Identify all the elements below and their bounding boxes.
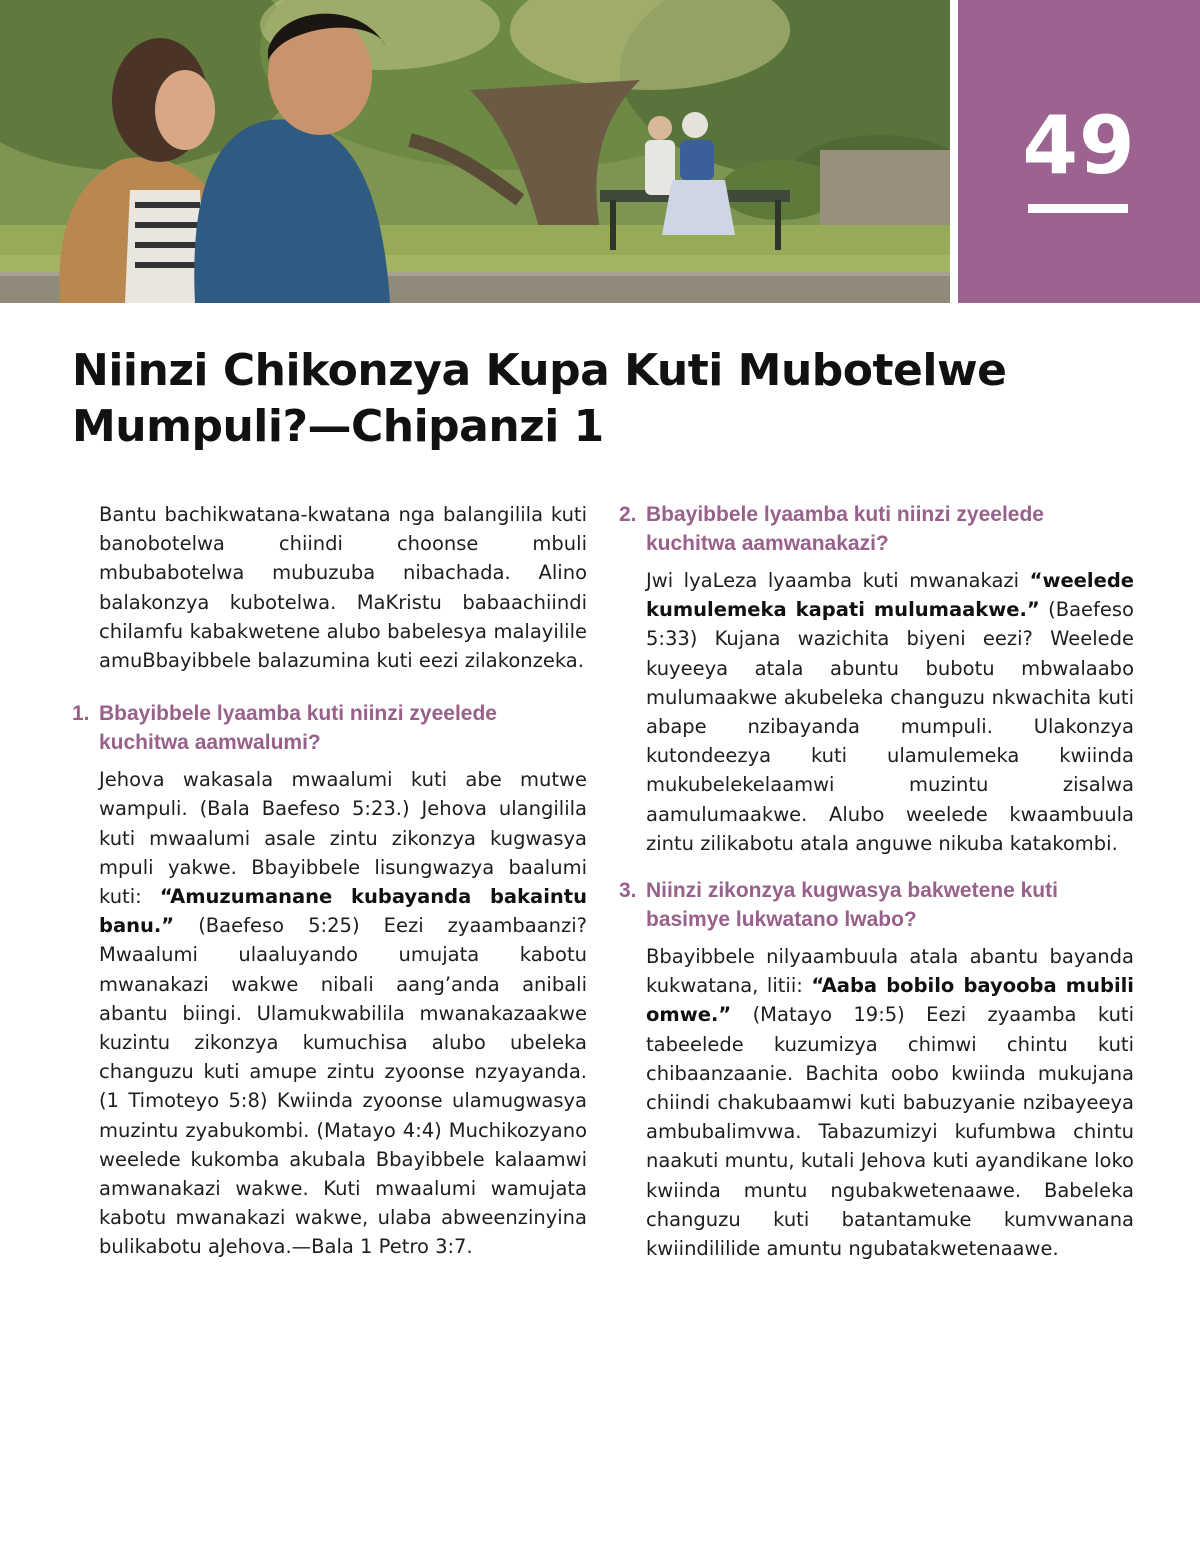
section-3-body-end: (Matayo 19:5) Eezi zyaamba kuti tabeelede kuzumizya chimwi chintu kuti chibaanzaanie. Bachita oobo kwiinda mukujana chiindi chakubaamwi kuti babuzyanie nzibayeeya ambubalimvwa. Tabazumizyi kufumbwa chintu naakuti muntu, kutali Jehova kuti ayandikane loko kwiinda muntu ngubakwetenaawe. Babeleka changuzu kuti batantamuke kumvwanana kwiindililide amuntu ngubatakwetenaawe. xyxy=(646,1003,1134,1261)
section-1-number: 1. xyxy=(72,702,90,726)
chapter-number: 49 xyxy=(1022,99,1136,192)
section-2 xyxy=(619,500,1134,858)
chapter-underline xyxy=(1028,204,1128,213)
section-3-number: 3. xyxy=(619,879,637,903)
section-2-question-text: Bbayibbele lyaamba kuti niinzi zyeelede kuchitwa aamwanakazi? xyxy=(646,503,1044,555)
section-2-body-start: Jwi lyaLeza lyaamba kuti mwanakazi xyxy=(646,569,1030,592)
section-2-body xyxy=(619,566,1134,858)
section-2-scripture-quote: “weelede kumulemeka kapati mulumaakwe.” xyxy=(646,569,1134,622)
section-1-question xyxy=(72,699,587,757)
park-scene-illustration xyxy=(0,0,950,303)
left-column xyxy=(72,500,587,1280)
section-2-number: 2. xyxy=(619,503,637,526)
section-1-body-start: Jehova wakasala mwaalumi kuti abe mutwe wampuli. (Bala Baefeso 5:23.) Jehova ulangilila kuti mwaalumi asale zintu zikonzya kugwasya mpuli yakwe. Bbayibbele lisungwazya baalumi kuti: xyxy=(99,768,587,909)
section-1-body-end: (Baefeso 5:25) Eezi zyaambaanzi? Mwaalumi ulaaluyando umujata kabotu mwanakazi wakwe nibali aang’anda anibali abantu biingi. Ulamukwabilila mwanakazaakwe kuzintu zikonzya kumuchisa alubo ubeleka changuzu kuti amupe zintu zyoonse nzyayanda. (1 Timoteyo 5:8) Kwiinda zyoonse ulamugwasya muzintu zyabukombi. (Matayo 4:4) Muchikozyano weelede kukomba akubala Bbayibbele kalaamwi amwanakazi wakwe. Kuti mwaalumi wamujata kabotu mwanakazi wakwe, ulaba abweenzinyina bulikabotu aJehova.—Bala 1 Petro 3:7. xyxy=(99,914,587,1259)
right-column xyxy=(619,500,1134,1281)
section-3-body-start: Bbayibbele nilyaambuula atala abantu bayanda kukwatana, litii: xyxy=(646,945,1134,998)
intro-paragraph: Bantu bachikwatana-kwatana nga balangilila kuti banobotelwa chiindi choonse mbuli mbubabotelwa mubuzuba nibachada. Alino balakonzya kubotelwa. MaKristu babaachiindi chilamfu kabakwetene alubo babelesya malayilile amuBbayibbele balazumina kuti eezi zilakonzeka. xyxy=(99,503,587,673)
section-3-question xyxy=(619,876,1134,934)
section-2-question xyxy=(619,500,1134,558)
section-1-question-text: Bbayibbele lyaamba kuti niinzi zyeelede kuchitwa aamwalumi? xyxy=(99,702,497,755)
page-title: Niinzi Chikonzya Kupa Kuti Mubotelwe Mumpuli?—Chipanzi 1 xyxy=(72,345,1007,452)
chapter-badge xyxy=(958,0,1200,303)
section-1-scripture-quote: “Amuzumanane kubayanda bakaintu banu.” xyxy=(99,885,587,938)
section-3-body xyxy=(619,942,1134,1263)
section-1-body xyxy=(72,765,587,1261)
section-3 xyxy=(619,876,1134,1263)
hero-photo xyxy=(0,0,950,303)
section-1 xyxy=(72,699,587,1261)
section-3-question-text: Niinzi zikonzya kugwasya bakwetene kuti basimye lukwatano lwabo? xyxy=(646,879,1058,932)
section-2-body-end: (Baefeso 5:33) Kujana wazichita biyeni eezi? Weelede kuyeeya atala abuntu bubotu mbwalaabo mulumaakwe akubeleka changuzu nkwachita kuti abape nzibayanda mumpuli. Ulakonzya kutondeezya kuti ulamulemeka kwiinda mukubelekelaamwi muzintu zisalwa aamulumaakwe. Alubo weelede kwaambuula zintu zilikabotu atala anguwe nikuba katakombi. xyxy=(646,598,1134,855)
section-3-scripture-quote: “Aaba bobilo bayooba mubili omwe.” xyxy=(646,974,1134,1027)
